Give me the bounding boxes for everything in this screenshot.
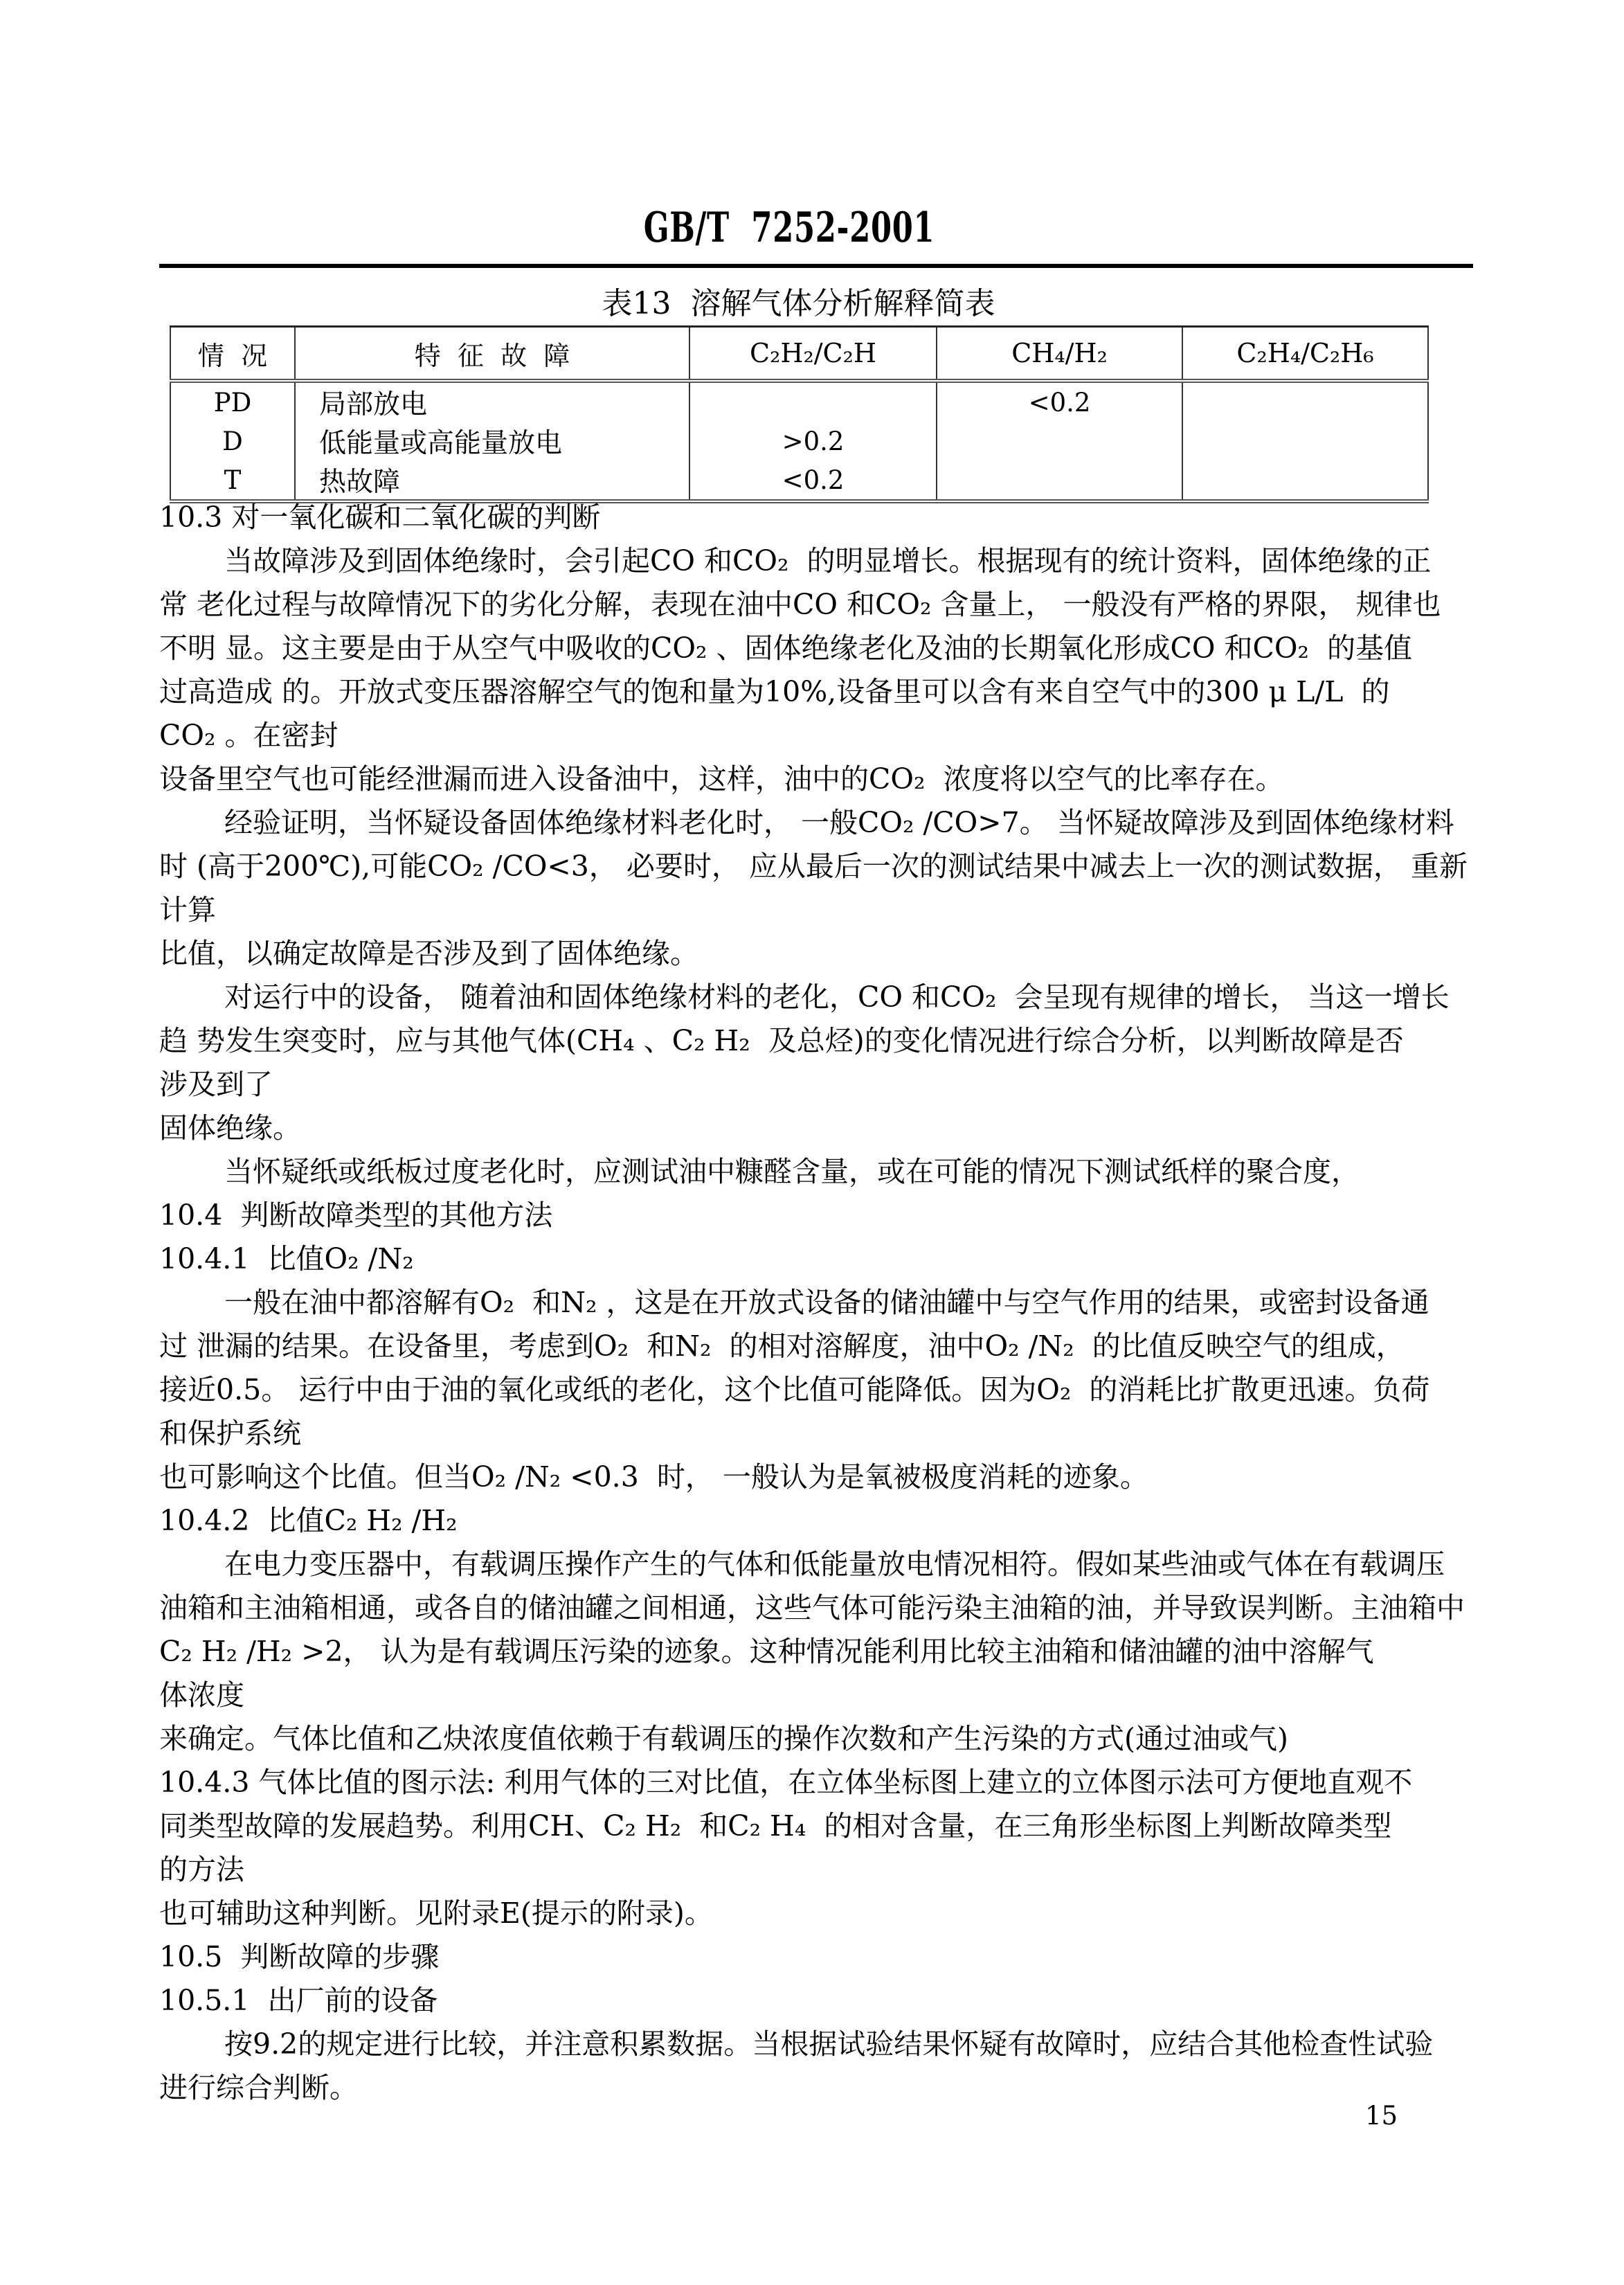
text-line: 体浓度 <box>159 1678 244 1712</box>
cell-case: D <box>222 426 243 456</box>
table-row <box>170 422 1428 460</box>
text-line: 来确定。气体比值和乙炔浓度值依赖于有载调压的操作次数和产生污染的方式(通过油或气) <box>159 1722 1288 1755</box>
text-line: 过高造成 的。开放式变压器溶解空气的饱和量为10%,设备里可以含有来自空气中的300 μ L/L 的 <box>159 675 1390 708</box>
section-heading: 10.5 判断故障的步骤 <box>159 1940 440 1973</box>
column-header-ch4-h2: CH₄/H₂ <box>937 327 1182 382</box>
text-line: 也可辅助这种判断。见附录E(提示的附录)。 <box>159 1897 713 1930</box>
text-line: 油箱和主油箱相通，或各自的储油罐之间相通，这些气体可能污染主油箱的油，并导致误判断。主油箱中 <box>159 1591 1465 1624</box>
cell-case: PD <box>213 387 252 418</box>
text-line: 也可影响这个比值。但当O₂ /N₂ <0.3 时， 一般认为是氧被极度消耗的迹象。 <box>159 1460 1148 1494</box>
section-heading: 10.5.1 出厂前的设备 <box>159 1984 438 2017</box>
text-line: CO₂ 。在密封 <box>159 719 339 752</box>
table-caption: 表13 溶解气体分析解释简表 <box>602 286 995 321</box>
text-line: 接近0.5。 运行中由于油的氧化或纸的老化，这个比值可能降低。因为O₂ 的消耗比扩散更迅速。负荷 <box>159 1373 1430 1406</box>
section-heading: 10.4 判断故障类型的其他方法 <box>159 1199 553 1232</box>
gas-analysis-table <box>170 325 1429 503</box>
table-header-row <box>170 327 1428 382</box>
text-line: 趋 势发生突变时，应与其他气体(CH₄ 、C₂ H₂ 及总烃)的变化情况进行综合分析，以判断故障是否 <box>159 1024 1404 1057</box>
text-line: 比值，以确定故障是否涉及到了固体绝缘。 <box>159 937 698 970</box>
text-line: 过 泄漏的结果。在设备里，考虑到O₂ 和N₂ 的相对溶解度，油中O₂ /N₂ 的比值反映空气的组成， <box>159 1329 1405 1363</box>
section-heading: 10.4.1 比值O₂ /N₂ <box>159 1242 414 1275</box>
text-line: 涉及到了 <box>159 1068 273 1101</box>
text-line: 常 老化过程与故障情况下的劣化分解，表现在油中CO 和CO₂ 含量上， 一般没有严格的界限， 规律也 <box>159 588 1441 621</box>
table-row <box>170 381 1428 422</box>
section-heading: 10.3 对一氧化碳和二氧化碳的判断 <box>159 501 601 534</box>
cell-c2h4-c2h6 <box>1182 422 1428 460</box>
text-line: 当怀疑纸或纸板过度老化时，应测试油中糠醛含量，或在可能的情况下测试纸样的聚合度， <box>224 1155 1360 1188</box>
body-text <box>159 496 1544 2110</box>
text-line: 计算 <box>159 893 216 926</box>
text-line: 不明 显。这主要是由于从空气中吸收的CO₂ 、固体绝缘老化及油的长期氧化形成CO 和CO₂ 的基值 <box>159 631 1412 665</box>
page-number: 15 <box>1365 2101 1398 2131</box>
text-line: 按9.2的规定进行比较，并注意积累数据。当根据试验结果怀疑有故障时，应结合其他检查性试验 <box>224 2027 1434 2061</box>
text-line: 设备里空气也可能经泄漏而进入设备油中，这样，油中的CO₂ 浓度将以空气的比率存在。 <box>159 762 1284 796</box>
text-line: 固体绝缘。 <box>159 1111 301 1145</box>
text-line: 一般在油中都溶解有O₂ 和N₂ ，这是在开放式设备的储油罐中与空气作用的结果，或密封设备通 <box>224 1286 1429 1319</box>
header-rule <box>159 264 1473 268</box>
text-line: 的方法 <box>159 1853 244 1886</box>
column-header-case: 情 况 <box>170 327 295 382</box>
cell-ch4-h2 <box>937 422 1182 460</box>
cell-c2h2-c2h: <0.2 <box>689 460 937 501</box>
text-line: 当故障涉及到固体绝缘时，会引起CO 和CO₂ 的明显增长。根据现有的统计资料，固体绝缘的正 <box>224 544 1432 577</box>
text-line: 时 (高于200℃),可能CO₂ /CO<3， 必要时， 应从最后一次的测试结果中减去上一次的测试数据， 重新 <box>159 850 1468 883</box>
section-heading: 10.4.3 气体比值的图示法: 利用气体的三对比值，在立体坐标图上建立的立体图示法可方便地直观不 <box>159 1766 1413 1799</box>
text-line: 在电力变压器中，有载调压操作产生的气体和低能量放电情况相符。假如某些油或气体在有载调压 <box>224 1548 1445 1581</box>
text-line: 进行综合判断。 <box>159 2071 358 2104</box>
text-line: C₂ H₂ /H₂ >2， 认为是有载调压污染的迹象。这种情况能利用比较主油箱和储油罐的油中溶解气 <box>159 1635 1374 1668</box>
standard-number-header: GB/T 7252-2001 <box>643 204 935 252</box>
cell-fault: 局部放电 <box>295 381 689 422</box>
column-header-c2h4-c2h6: C₂H₄/C₂H₆ <box>1182 327 1428 382</box>
column-header-c2h2-c2h: C₂H₂/C₂H <box>689 327 937 382</box>
cell-c2h2-c2h <box>689 381 937 422</box>
cell-case: T <box>224 465 242 495</box>
text-line: 同类型故障的发展趋势。利用CH、C₂ H₂ 和C₂ H₄ 的相对含量，在三角形坐标图上判断故障类型 <box>159 1809 1392 1843</box>
column-header-fault: 特 征 故 障 <box>295 327 689 382</box>
text-line: 经验证明，当怀疑设备固体绝缘材料老化时， 一般CO₂ /CO>7。 当怀疑故障涉及到固体绝缘材料 <box>224 806 1454 839</box>
text-line: 对运行中的设备， 随着油和固体绝缘材料的老化，CO 和CO₂ 会呈现有规律的增长， 当这一增长 <box>224 980 1450 1014</box>
section-heading: 10.4.2 比值C₂ H₂ /H₂ <box>159 1504 458 1537</box>
cell-fault: 低能量或高能量放电 <box>295 422 689 460</box>
text-line: 和保护系统 <box>159 1417 301 1450</box>
cell-c2h2-c2h: >0.2 <box>689 422 937 460</box>
cell-c2h4-c2h6 <box>1182 381 1428 422</box>
cell-fault: 热故障 <box>295 460 689 501</box>
cell-ch4-h2: <0.2 <box>937 381 1182 422</box>
